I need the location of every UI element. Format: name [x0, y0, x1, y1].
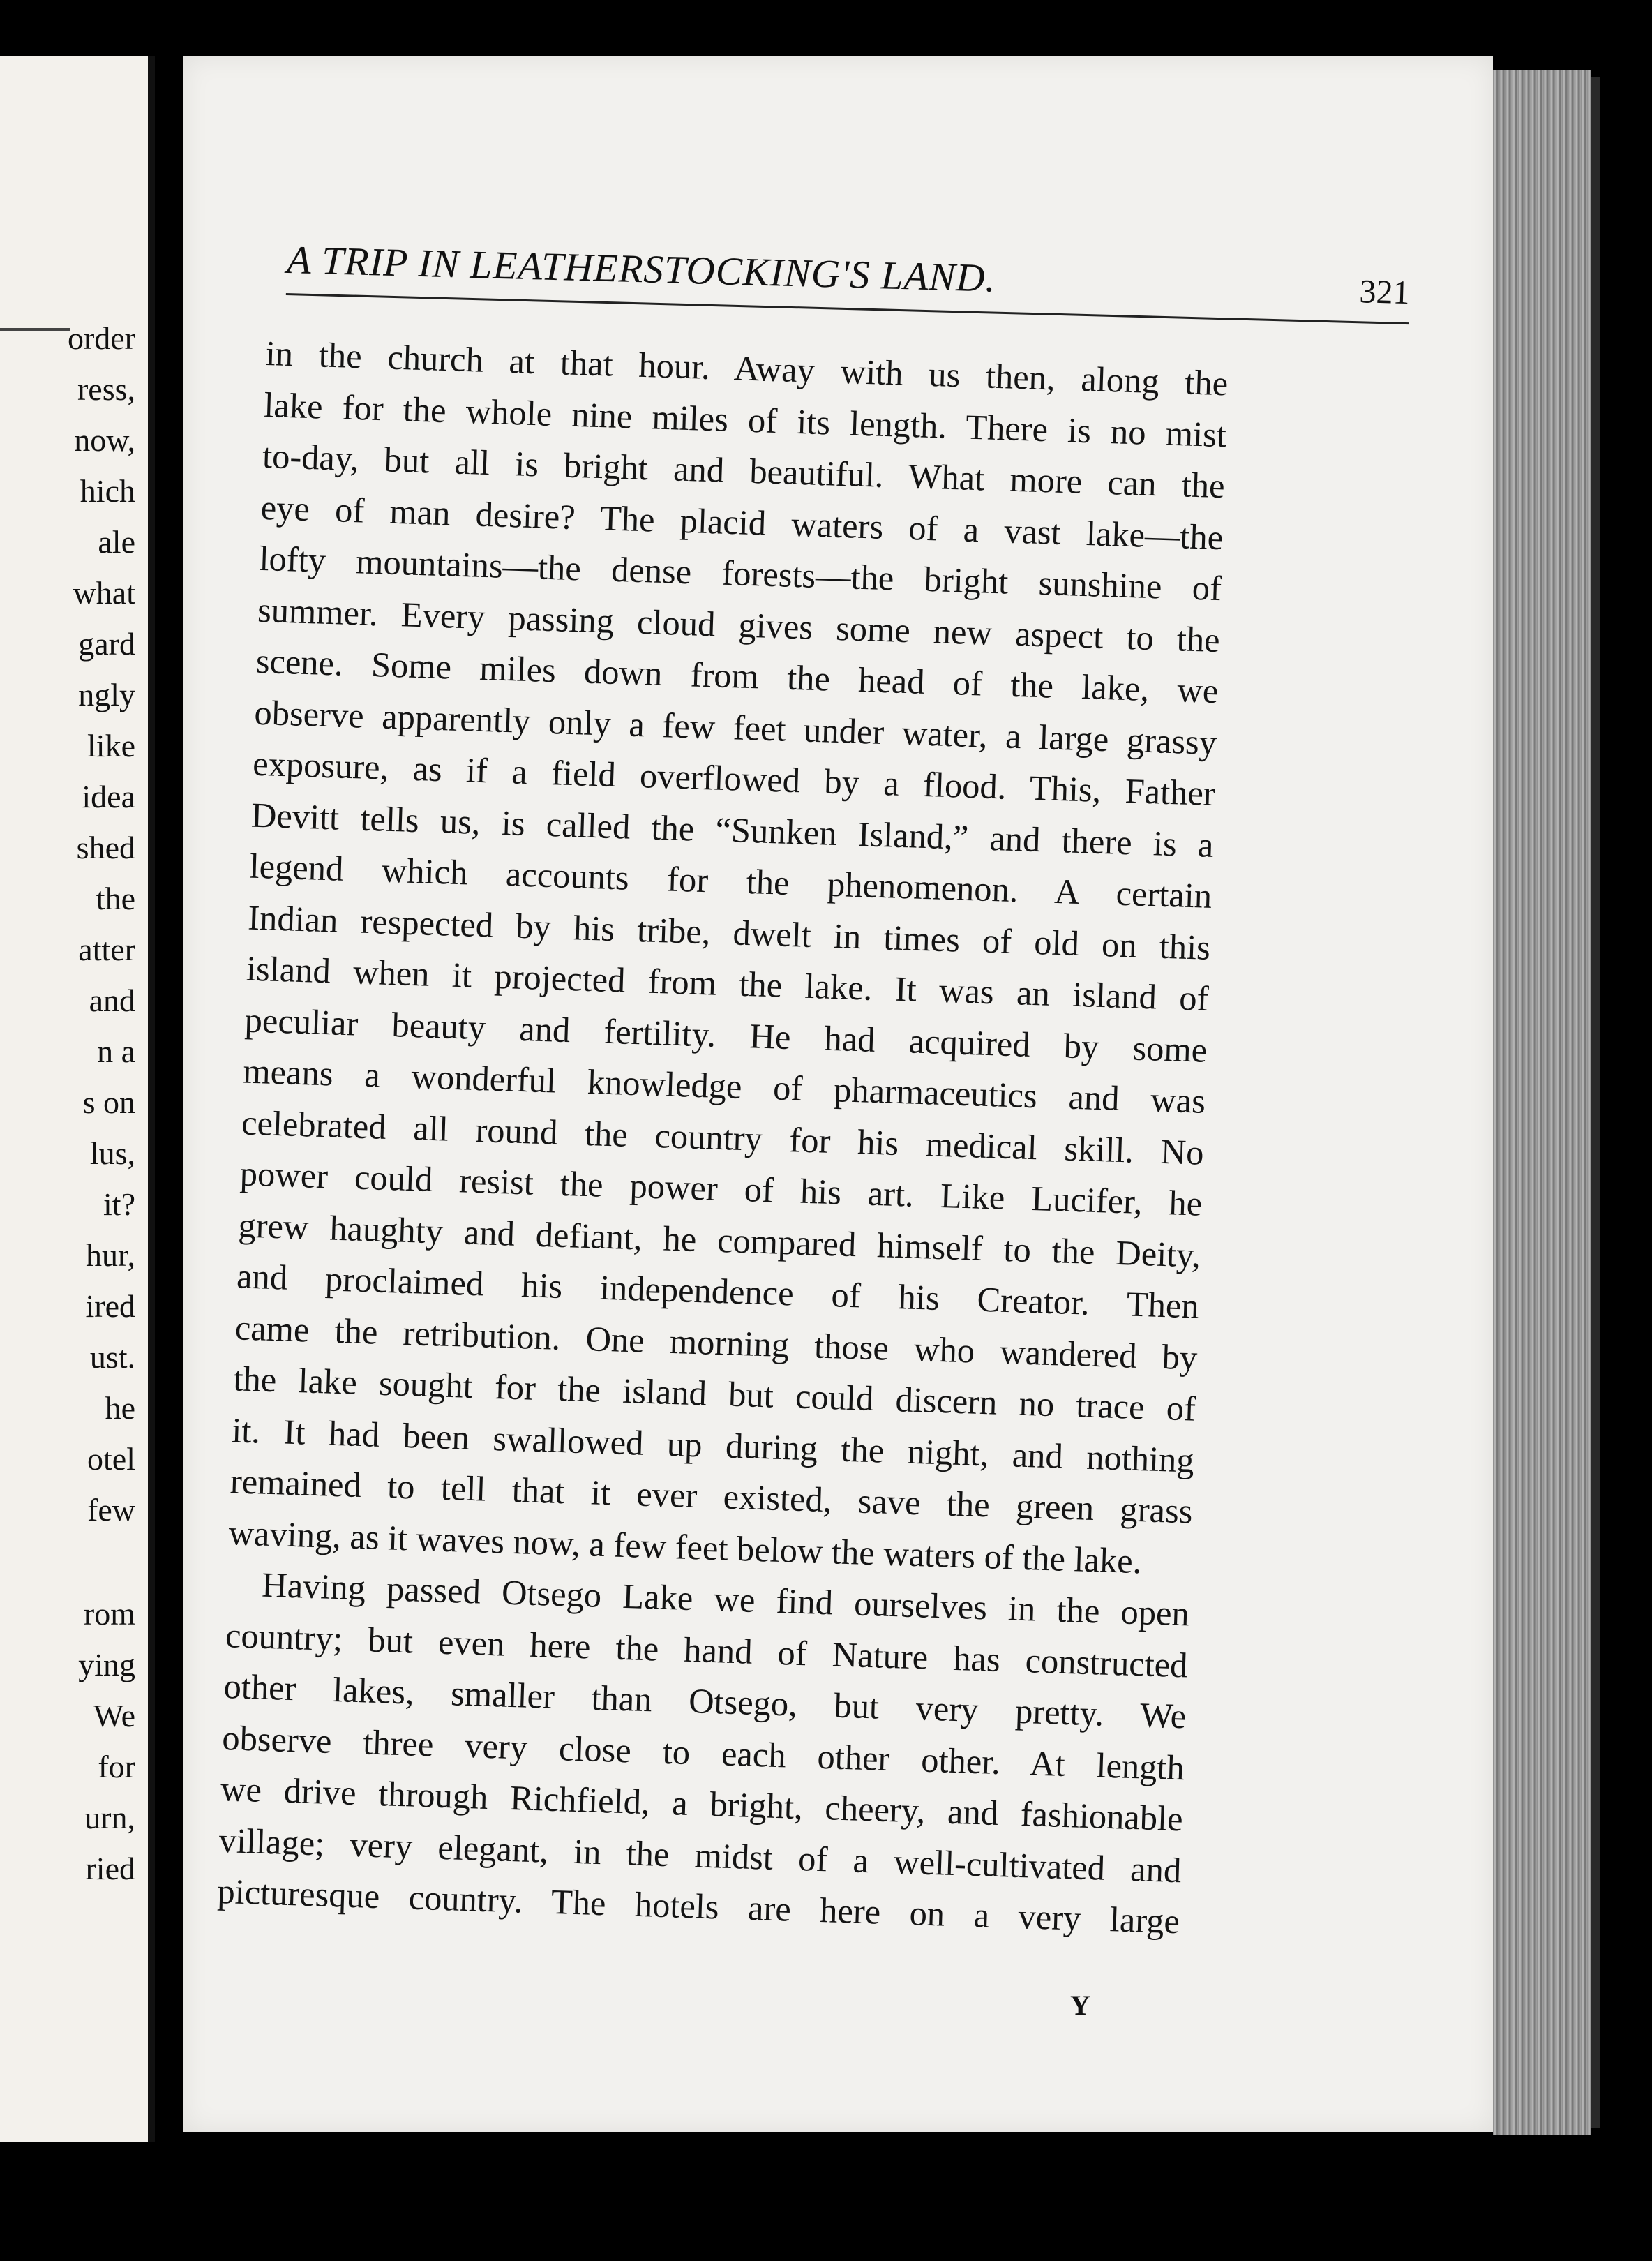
left-page-fragment: ried: [85, 1851, 135, 1886]
text-line: Having passed Otsego Lake we find ourselves in the open: [261, 1565, 1190, 1634]
left-page-fragment: ust.: [89, 1339, 135, 1375]
text-line: other lakes, smaller than Otsego, but very pretty. We: [223, 1666, 1187, 1736]
left-page-fragment: few: [87, 1492, 135, 1528]
left-page: [0, 56, 155, 2142]
text-line: the lake sought for the island but could discern no trace of: [232, 1359, 1196, 1428]
text-line: remained to tell that it ever existed, save the green grass: [230, 1461, 1194, 1531]
text-line: Devitt tells us, is called the “Sunken Island,” and there is a: [250, 795, 1215, 865]
text-line: exposure, as if a field overflowed by a flood. This, Father: [252, 743, 1216, 814]
text-line: legend which accounts for the phenomenon. A certain: [248, 846, 1212, 916]
left-page-fragment: hur,: [86, 1237, 135, 1273]
left-page-fragment: ngly: [78, 677, 135, 712]
left-page-fragment: and: [89, 983, 135, 1018]
left-page-fragment: ying: [78, 1647, 135, 1682]
text-line: summer. Every passing cloud gives some new aspect to the: [257, 590, 1221, 659]
text-line: we drive through Richfield, a bright, cheery, and fashionable: [220, 1768, 1184, 1839]
page-header: [286, 237, 1411, 324]
left-page-fragment: ired: [85, 1288, 135, 1324]
text-line: picturesque country. The hotels are here on a very large: [216, 1871, 1180, 1941]
text-line: country; but even here the hand of Nature has constructed: [225, 1615, 1189, 1685]
text-line: and proclaimed his independence of his Creator. Then: [236, 1256, 1200, 1326]
text-line: it. It had been swallowed up during the night, and nothing: [231, 1410, 1195, 1480]
left-page-fragment: s on: [82, 1084, 135, 1120]
text-line: waving, as it waves now, a few feet below the waters of the lake.: [227, 1512, 1143, 1581]
text-line: Indian respected by his tribe, dwelt in times of old on this: [247, 897, 1211, 967]
text-line: power could resist the power of his art. Like Lucifer, he: [239, 1154, 1203, 1223]
left-page-fragment: atter: [78, 932, 135, 967]
left-page-fragment: lus,: [89, 1135, 135, 1171]
left-page-fragment: n a: [97, 1034, 135, 1069]
left-page-fragment: ress,: [77, 371, 135, 407]
page-edges: [1493, 70, 1591, 2135]
signature-mark: Y: [1070, 1990, 1090, 2021]
text-line: came the retribution. One morning those who wandered by: [234, 1307, 1199, 1378]
text-line: island when it projected from the lake. It was an island of: [246, 948, 1210, 1018]
page-number: 321: [1358, 273, 1411, 312]
text-line: scene. Some miles down from the head of the lake, we: [255, 641, 1219, 711]
left-page-fragment: for: [98, 1749, 135, 1784]
left-page-fragment: ale: [98, 524, 135, 560]
left-page-fragment: what: [73, 575, 135, 611]
text-line: lake for the whole nine miles of its length. There is no mist: [263, 385, 1227, 454]
left-page-fragment: the: [96, 881, 135, 916]
left-page-fragment: urn,: [84, 1800, 135, 1835]
left-page-fragment: gard: [78, 626, 135, 662]
text-line: in the church at that hour. Away with us then, along the: [264, 333, 1229, 403]
left-page-fragment: rom: [83, 1596, 135, 1632]
left-page-fragment: idea: [82, 779, 135, 814]
text-line: village; very elegant, in the midst of a well-cultivated and: [218, 1820, 1182, 1890]
left-page-fragment: shed: [76, 830, 135, 865]
text-line: grew haughty and defiant, he compared himself to the Deity,: [237, 1204, 1201, 1275]
body-text: [216, 328, 1229, 1948]
left-page-fragment: now,: [74, 422, 135, 458]
left-page-fragment: he: [105, 1390, 135, 1426]
left-page-fragment: otel: [87, 1441, 135, 1477]
running-head: A TRIP IN LEATHERSTOCKING'S LAND.: [286, 237, 997, 301]
left-page-fragment: order: [67, 320, 135, 356]
text-line: celebrated all round the country for his medical skill. No: [241, 1102, 1205, 1172]
text-line: means a wonderful knowledge of pharmaceutics and was: [242, 1051, 1206, 1121]
text-line: lofty mountains—the dense forests—the bright sunshine of: [258, 538, 1222, 609]
left-page-fragment: We: [93, 1698, 135, 1733]
left-page-rule: [0, 328, 70, 331]
text-line: observe apparently only a few feet under water, a large grassy: [253, 692, 1217, 762]
book-cover-edge: [1591, 77, 1600, 2128]
left-page-fragment: like: [87, 728, 135, 763]
text-line: to-day, but all is bright and beautiful. What more can the: [262, 435, 1226, 506]
left-page-fragment: it?: [103, 1186, 135, 1222]
text-line: eye of man desire? The placid waters of a vast lake—the: [260, 487, 1224, 557]
text-line: peculiar beauty and fertility. He had acquired by some: [243, 1000, 1208, 1070]
right-page: [183, 56, 1493, 2132]
text-line: observe three very close to each other other. At length: [221, 1717, 1185, 1787]
left-page-fragment: hich: [80, 473, 135, 509]
